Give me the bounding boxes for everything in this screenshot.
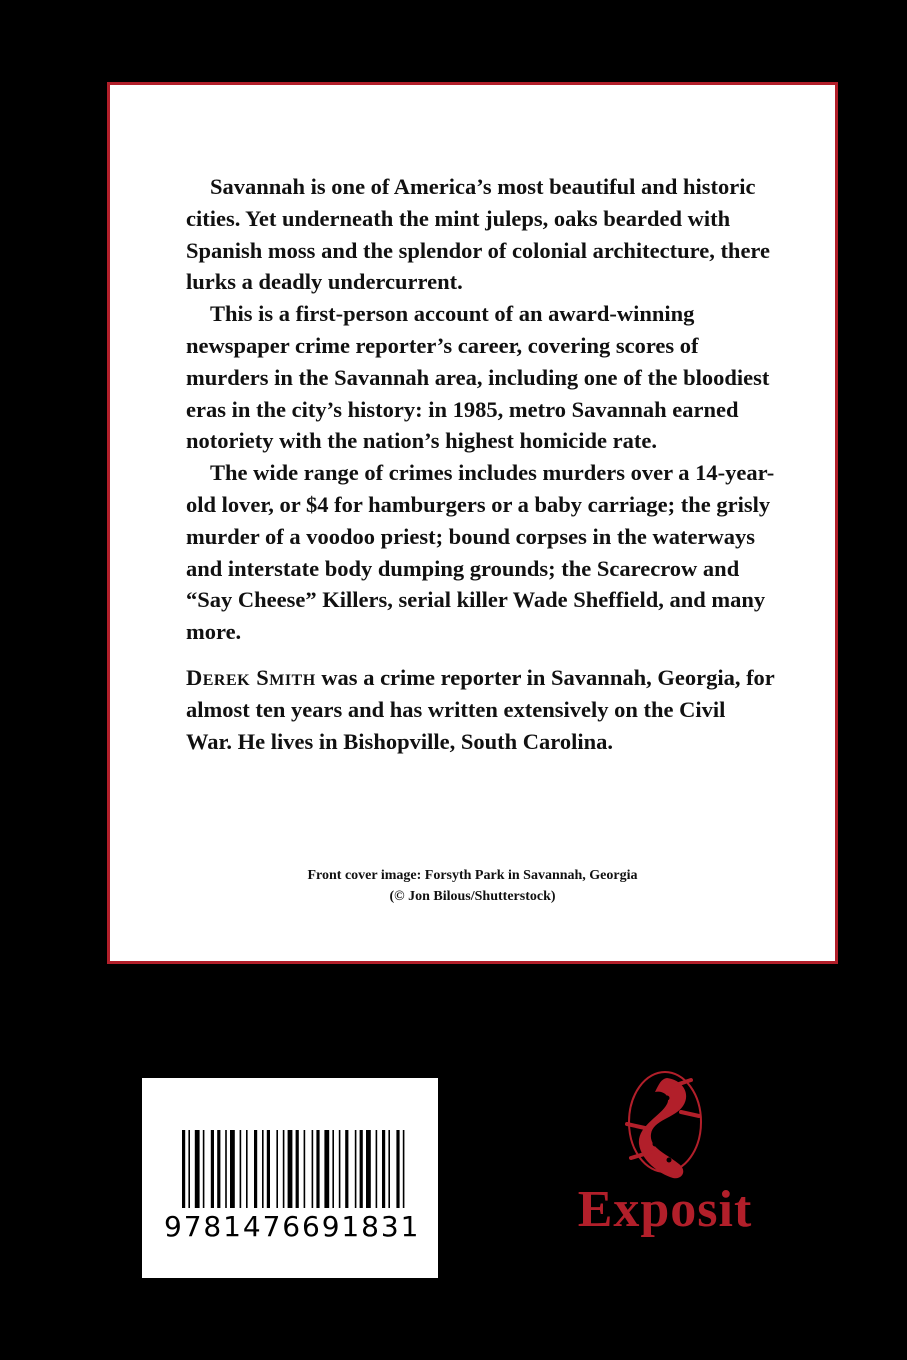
- author-bio: [186, 662, 776, 757]
- blurb-paragraph-2: This is a first-person account of an award-winning newspaper crime reporter’s career, covering scores of murders in the Savannah area, including one of the bloodiest eras in the city’s history: in 1985, metro Savannah earned notoriety with the nation’s highest homicide rate.: [186, 301, 770, 454]
- isbn-number: 9781476691831: [164, 1210, 421, 1243]
- salamander-icon: [555, 1068, 775, 1188]
- barcode-icon: [142, 1078, 438, 1278]
- blurb-text: [186, 171, 776, 757]
- publisher-logo: [555, 1068, 775, 1258]
- cover-credit-line-2: (© Jon Bilous/Shutterstock): [389, 889, 556, 904]
- cover-credit-line-1: Front cover image: Forsyth Park in Savannah, Georgia: [307, 868, 638, 883]
- publisher-name: Exposit: [577, 1181, 753, 1238]
- cover-credit: [110, 865, 835, 907]
- author-name: Derek Smith: [186, 664, 316, 690]
- blurb-paragraph-1: Savannah is one of America’s most beautiful and historic cities. Yet underneath the mint juleps, oaks bearded with Spanish moss and the splendor of colonial architecture, there lurks a deadly undercurrent.: [186, 174, 771, 295]
- author-bio-text: was a crime reporter in Savannah, Georgia, for almost ten years and has written extensively on the Civil War. He lives in Bishopville, South Carolina.: [186, 664, 775, 754]
- blurb-panel: [107, 82, 838, 964]
- blurb-paragraph-3: The wide range of crimes includes murders over a 14-year-old lover, or $4 for hamburgers or a baby carriage; the grisly murder of a voodoo priest; bound corpses in the waterways and interstate body dumping grounds; the Scarecrow and “Say Cheese” Killers, serial killer Wade Sheffield, and many more.: [186, 460, 775, 645]
- barcode-box: [142, 1078, 438, 1278]
